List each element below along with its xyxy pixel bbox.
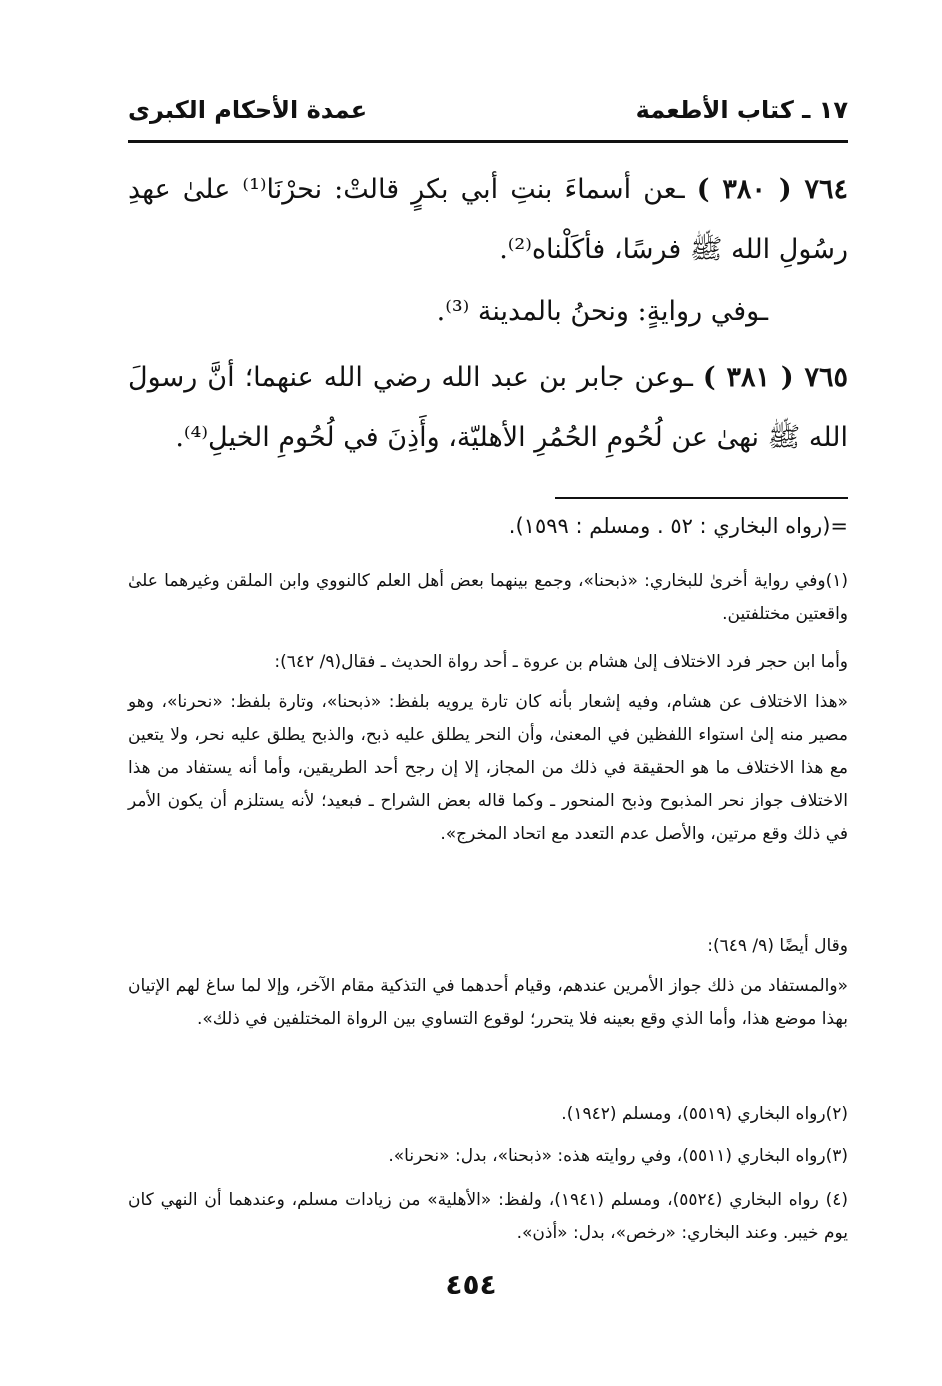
footnote-1-quote: «هذا الاختلاف عن هشام، وفيه إشعار بأنه كان تارة يرويه بلفظ: «ذبحنا»، وتارة بلفظ: «نحرنا»، وهو مصير منه إلىٰ استواء اللفظين في المعنىٰ، وأن النحر يطلق عليه ذبح، والذبح يطلق عليه نحر، ولا يتعين مع هذا الاختلاف ما هو الحقيقة في ذلك من المجاز، إلا إن رجح أحد الطريقين، وأما أنه يستفاد من هذا الاختلاف جواز نحر المذبوح وذبح المنحور ـ وكما قاله بعض الشراح ـ فبعيد؛ لأنه يستلزم أن يكون الأمر في ذلك وقع مرتين، والأصل عدم التعدد مع اتحاد المخرج».: [128, 692, 848, 844]
footnote-2: (٢)رواه البخاري (٥٥١٩)، ومسلم (١٩٤٢).: [561, 1104, 848, 1124]
chapter-title: ١٧ ـ كتاب الأطعمة: [635, 96, 848, 124]
book-title: عمدة الأحكام الكبرى: [128, 96, 368, 124]
hadith-number: ٧٦٤ ( ٣٨٠ ): [696, 174, 849, 205]
footnote-4: (٤) رواه البخاري (٥٥٢٤)، ومسلم (١٩٤١)، ولفظ: «الأهلية» من زيادات مسلم، وعندهما أن النهي كان يوم خيبر. وعند البخاري: «رخص»، بدل: «أذن».: [128, 1190, 848, 1243]
page-number: ٤٥٤: [445, 1268, 497, 1301]
hadith-764: [128, 160, 848, 280]
hadith-text: ـوعن جابر بن عبد الله رضي الله عنهما؛ أنَّ رسولَ الله ﷺ نهىٰ عن لُحُومِ الحُمُرِ الأهليّة، وأَذِنَ في لُحُومِ الخيلِ⁽⁴⁾.: [128, 362, 848, 453]
footnote-1-quote-2: «والمستفاد من ذلك جواز الأمرين عندهم، وقيام أحدهما في التذكية مقام الآخر، وإلا لما ساغ لهم الإتيان بهذا موضع هذا، وأما الذي وقع بعينه فلا يتحرر؛ لوقوع التساوي بين الرواة المختلفين في ذلك».: [128, 976, 848, 1029]
footnote-1: (١)وفي رواية أخرىٰ للبخاري: «ذبحنا»، وجمع بينهما بعض أهل العلم كالنووي وابن الملقن وغيرهما علىٰ واقعتين مختلفتين.: [128, 571, 848, 624]
header-rule: [128, 140, 848, 143]
hadith-number: ٧٦٥ ( ٣٨١ ): [702, 362, 848, 393]
footnote-separator: [555, 497, 848, 499]
hadith-765: [128, 348, 848, 468]
footnote-1-ibn-hajar: وأما ابن حجر فرد الاختلاف إلىٰ هشام بن عروة ـ أحد رواة الحديث ـ فقال(٩/ ٦٤٢):: [274, 652, 848, 672]
footnote-continuation: =(رواه البخاري : ٥٢ . ومسلم : ١٥٩٩).: [508, 514, 848, 538]
hadith-text: ـعن أسماءَ بنتِ أبي بكرٍ قالتْ: نحرْنَا⁽¹⁾ علىٰ عهدِ رسُولِ الله ﷺ فرسًا، فأكَلْناه⁽²⁾.: [128, 174, 848, 265]
footnote-1-also: وقال أيضًا (٩/ ٦٤٩):: [707, 936, 848, 956]
hadith-764-riwaya: ـوفي روايةٍ: ونحنُ بالمدينة ⁽³⁾.: [436, 296, 768, 327]
running-header: [128, 96, 848, 136]
footnote-3: (٣)رواه البخاري (٥٥١١)، وفي روايته هذه: «ذبحنا»، بدل: «نحرنا».: [388, 1146, 848, 1166]
